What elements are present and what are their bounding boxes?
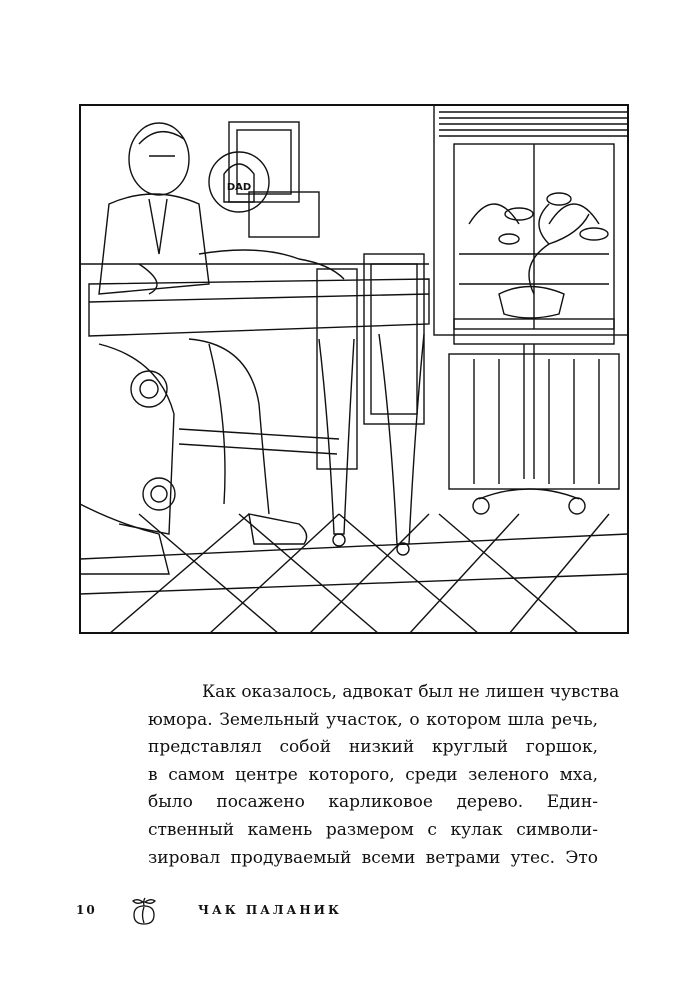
body-line: зировал продуваемый всеми ветрами утес. Это — [148, 847, 598, 868]
illustration-drawing — [79, 104, 629, 634]
running-head: ЧАК ПАЛАНИК — [198, 903, 342, 917]
body-line: в самом центре которого, среди зеленого мха, — [148, 764, 598, 785]
speech-bubble-text: DAD — [226, 182, 252, 193]
body-text — [148, 679, 620, 872]
body-line: было посажено карликовое дерево. Един- — [148, 792, 598, 813]
body-line: Как оказалось, адвокат был не лишен чувства — [202, 682, 620, 702]
body-line: ственный камень размером с кулак символи- — [148, 819, 598, 840]
page-number: 10 — [76, 903, 97, 917]
illustration — [79, 104, 629, 634]
body-line: юмора. Земельный участок, о котором шла речь, — [148, 709, 598, 730]
body-line: представлял собой низкий круглый горшок, — [148, 737, 598, 758]
peach-ornament-icon — [130, 896, 158, 926]
